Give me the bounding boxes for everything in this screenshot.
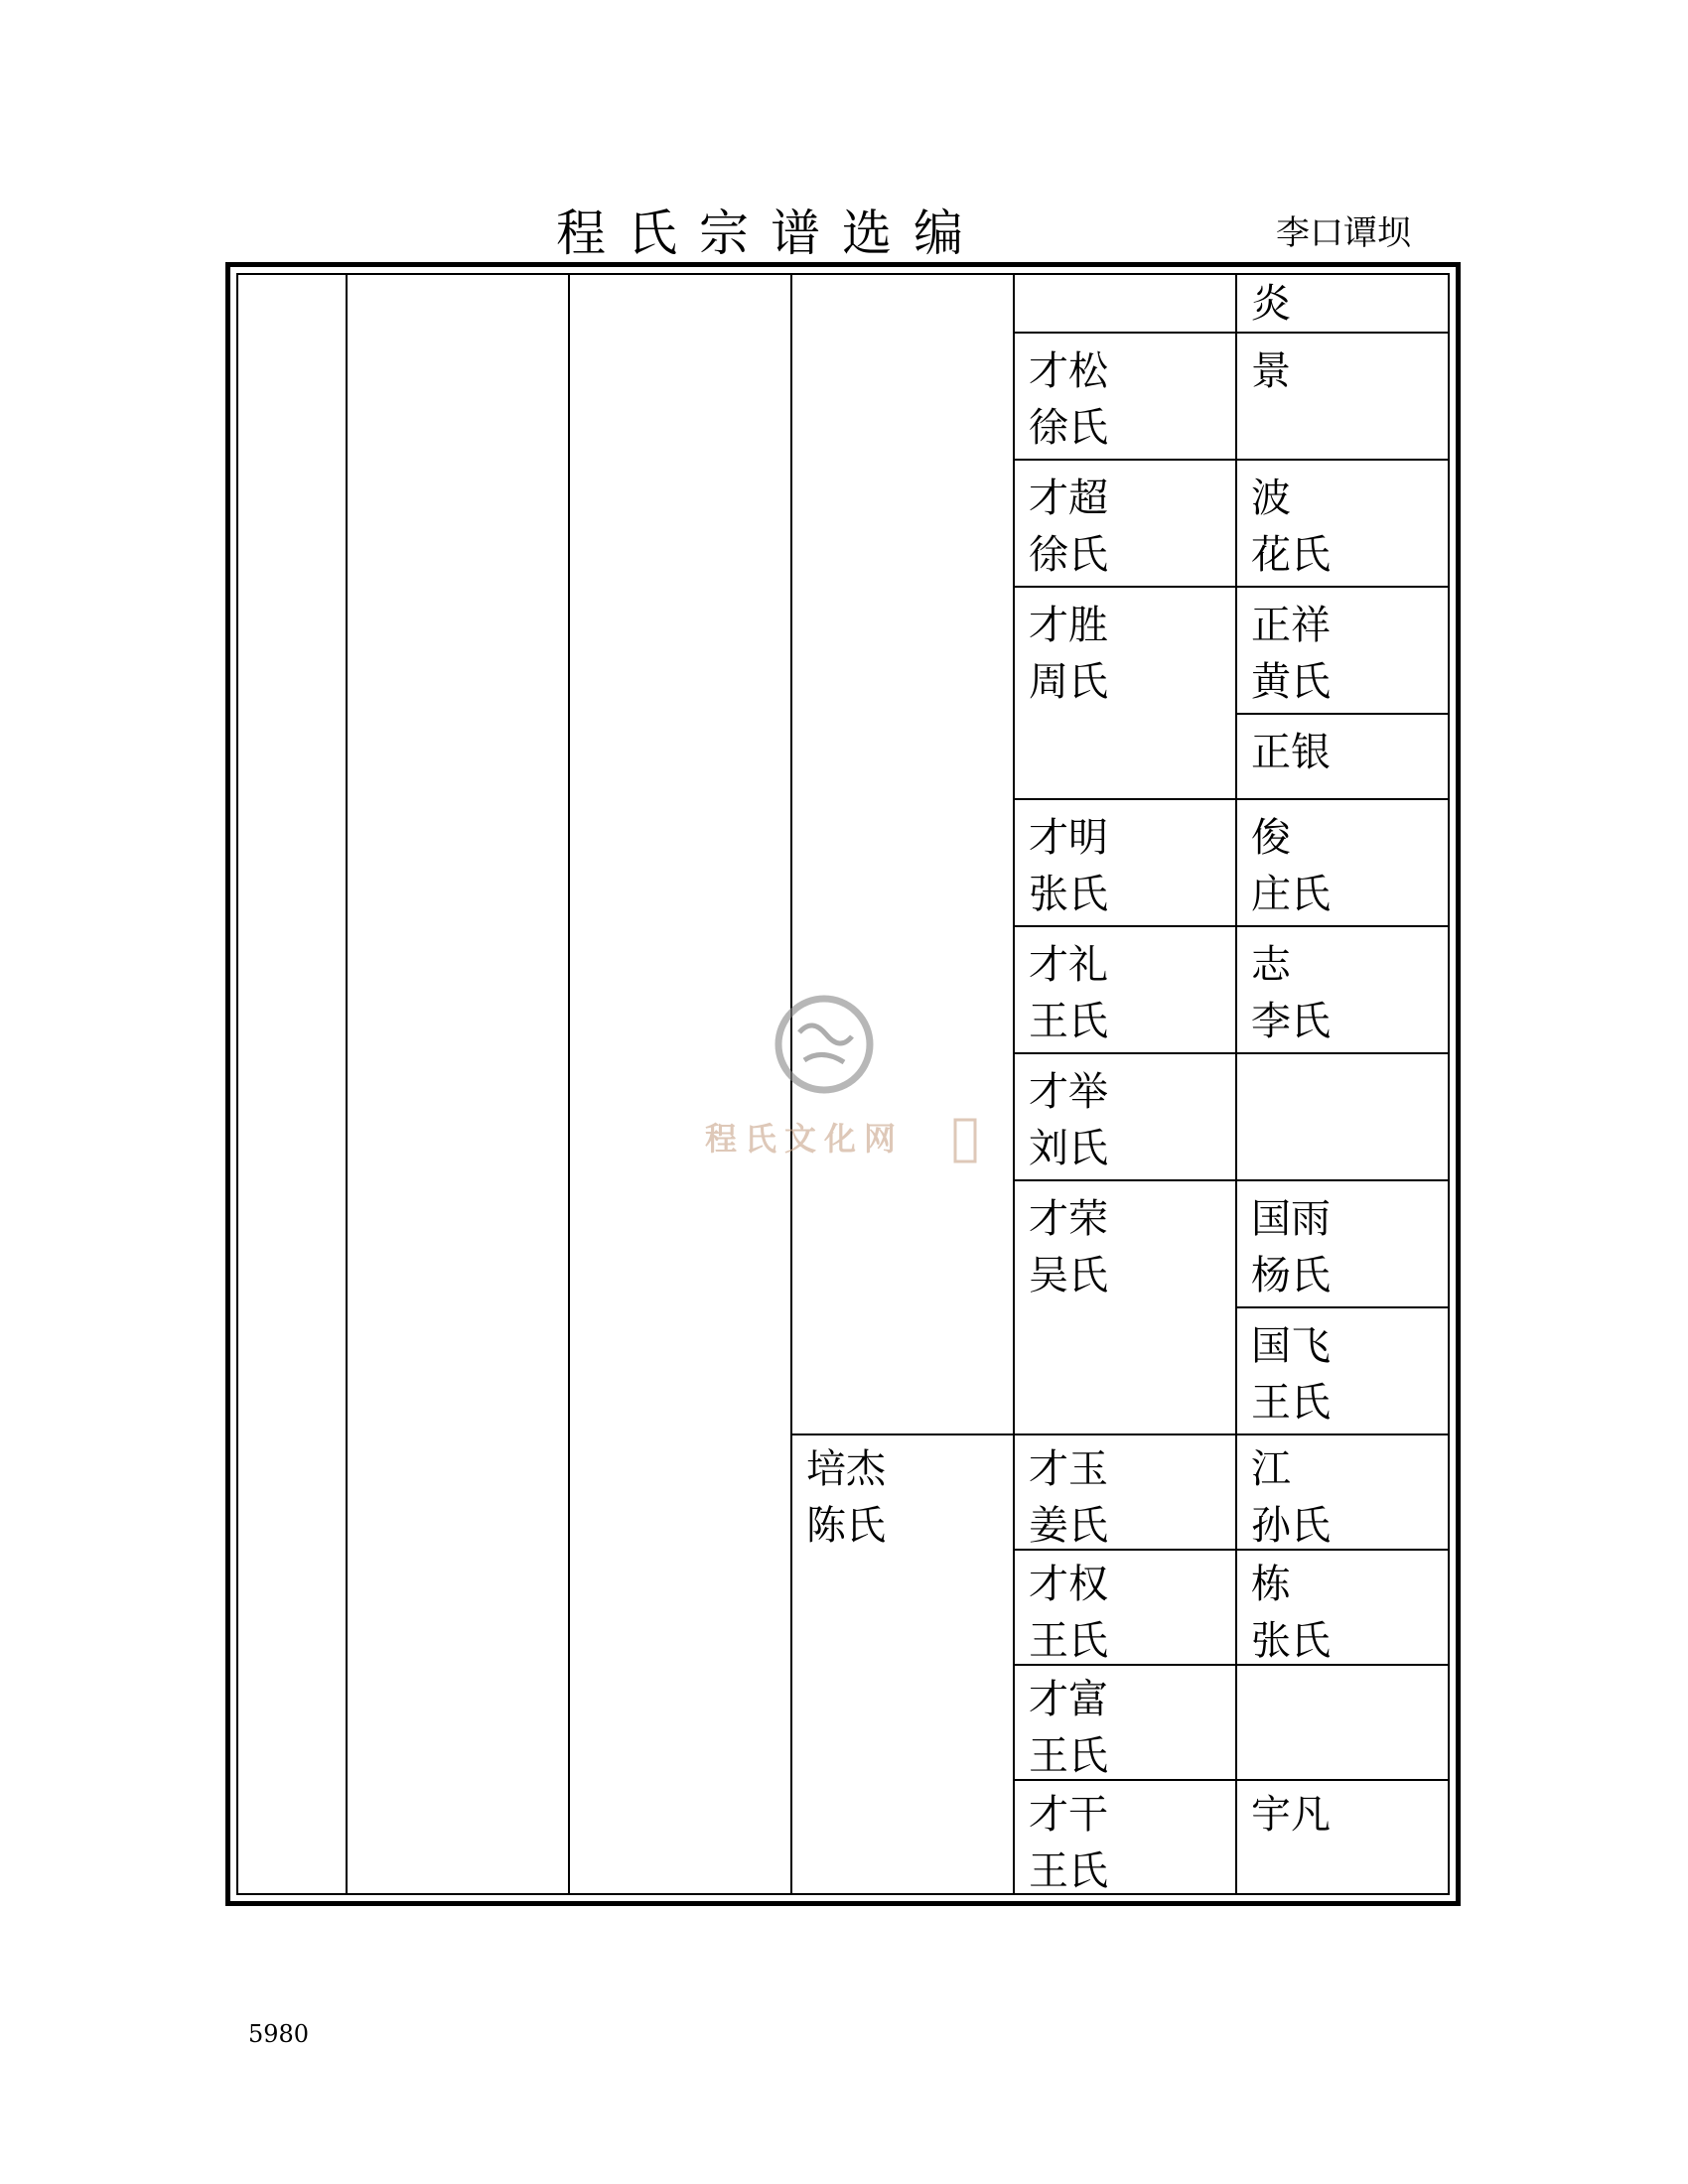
son-cell xyxy=(1251,725,1331,781)
son-name: 俊 xyxy=(1251,815,1291,861)
father-cell xyxy=(1029,1191,1108,1304)
father-name: 才干 xyxy=(1029,1792,1108,1838)
father-name: 才超 xyxy=(1029,476,1108,521)
father-spouse: 吴氏 xyxy=(1029,1253,1108,1298)
father-cell xyxy=(1029,598,1108,711)
son-cell xyxy=(1251,810,1331,923)
father-cell xyxy=(1029,937,1108,1050)
page-title: 程氏宗谱选编 xyxy=(556,205,985,262)
father-name: 才明 xyxy=(1029,815,1108,861)
row-divider xyxy=(1014,925,1449,927)
column-divider xyxy=(346,273,348,1895)
son-spouse: 花氏 xyxy=(1251,532,1331,578)
son-name: 波 xyxy=(1251,476,1291,521)
father-name: 才松 xyxy=(1029,348,1108,394)
father-spouse: 张氏 xyxy=(1029,872,1108,917)
father-name: 才礼 xyxy=(1029,942,1108,988)
son-spouse: 黄氏 xyxy=(1251,659,1331,705)
branch-head-spouse: 陈氏 xyxy=(806,1503,886,1549)
son-cell xyxy=(1251,1318,1331,1432)
father-spouse: 徐氏 xyxy=(1029,532,1108,578)
father-spouse: 徐氏 xyxy=(1029,405,1108,451)
row-divider xyxy=(1014,332,1449,334)
page-subtitle: 李口谭坝 xyxy=(1276,213,1411,253)
son-name: 正祥 xyxy=(1251,603,1331,648)
row-divider xyxy=(1014,459,1449,461)
father-spouse: 刘氏 xyxy=(1029,1126,1108,1171)
son-spouse: 王氏 xyxy=(1251,1380,1331,1426)
son-cell xyxy=(1251,1787,1331,1843)
row-divider xyxy=(1014,1052,1449,1054)
row-divider xyxy=(1014,1179,1449,1181)
column-divider xyxy=(568,273,570,1895)
father-name: 才举 xyxy=(1029,1069,1108,1115)
branch-head-cell xyxy=(806,1441,886,1555)
son-name: 志 xyxy=(1251,942,1291,988)
father-name: 才玉 xyxy=(1029,1446,1108,1492)
page-number: 5980 xyxy=(248,2020,310,2048)
son-cell xyxy=(1251,1441,1331,1555)
father-cell xyxy=(1029,810,1108,923)
son-spouse: 张氏 xyxy=(1251,1618,1331,1664)
son-name: 国雨 xyxy=(1251,1196,1331,1242)
son-name: 国飞 xyxy=(1251,1323,1331,1369)
father-name: 才富 xyxy=(1029,1677,1108,1722)
row-divider xyxy=(1014,798,1449,800)
son-spouse: 李氏 xyxy=(1251,999,1331,1044)
father-cell xyxy=(1029,1557,1108,1670)
father-cell xyxy=(1029,343,1108,457)
father-cell xyxy=(1029,1064,1108,1177)
father-cell xyxy=(1029,1787,1108,1900)
father-spouse: 王氏 xyxy=(1029,1733,1108,1779)
son-spouse: 孙氏 xyxy=(1251,1503,1331,1549)
father-cell xyxy=(1029,1672,1108,1785)
son-name: 江 xyxy=(1251,1446,1291,1492)
father-name: 才荣 xyxy=(1029,1196,1108,1242)
father-spouse: 王氏 xyxy=(1029,1848,1108,1894)
son-name: 宇凡 xyxy=(1251,1792,1331,1838)
father-spouse: 王氏 xyxy=(1029,999,1108,1044)
father-name: 才胜 xyxy=(1029,603,1108,648)
watermark xyxy=(705,993,983,1181)
son-name: 正银 xyxy=(1251,730,1331,775)
row-divider xyxy=(1236,713,1449,715)
son-spouse: 杨氏 xyxy=(1251,1253,1331,1298)
son-name: 栋 xyxy=(1251,1562,1291,1607)
watermark-text: 程氏文化网 xyxy=(705,1120,905,1158)
father-spouse: 周氏 xyxy=(1029,659,1108,705)
father-spouse: 王氏 xyxy=(1029,1618,1108,1664)
son-cell xyxy=(1251,276,1291,333)
row-divider xyxy=(791,1433,1449,1435)
father-cell xyxy=(1029,471,1108,584)
son-cell xyxy=(1251,1557,1331,1670)
son-cell xyxy=(1251,937,1331,1050)
father-cell xyxy=(1029,1441,1108,1555)
column-divider xyxy=(1013,273,1015,1895)
column-divider xyxy=(1235,273,1237,1895)
son-cell xyxy=(1251,471,1331,584)
branch-head-name: 培杰 xyxy=(806,1446,886,1492)
son-cell xyxy=(1251,1191,1331,1304)
son-name: 炎 xyxy=(1251,281,1291,327)
son-name: 景 xyxy=(1251,348,1291,394)
son-cell xyxy=(1251,598,1331,711)
father-name: 才权 xyxy=(1029,1562,1108,1607)
row-divider xyxy=(1014,586,1449,588)
row-divider xyxy=(1236,1306,1449,1308)
son-cell xyxy=(1251,343,1291,400)
son-spouse: 庄氏 xyxy=(1251,872,1331,917)
father-spouse: 姜氏 xyxy=(1029,1503,1108,1549)
